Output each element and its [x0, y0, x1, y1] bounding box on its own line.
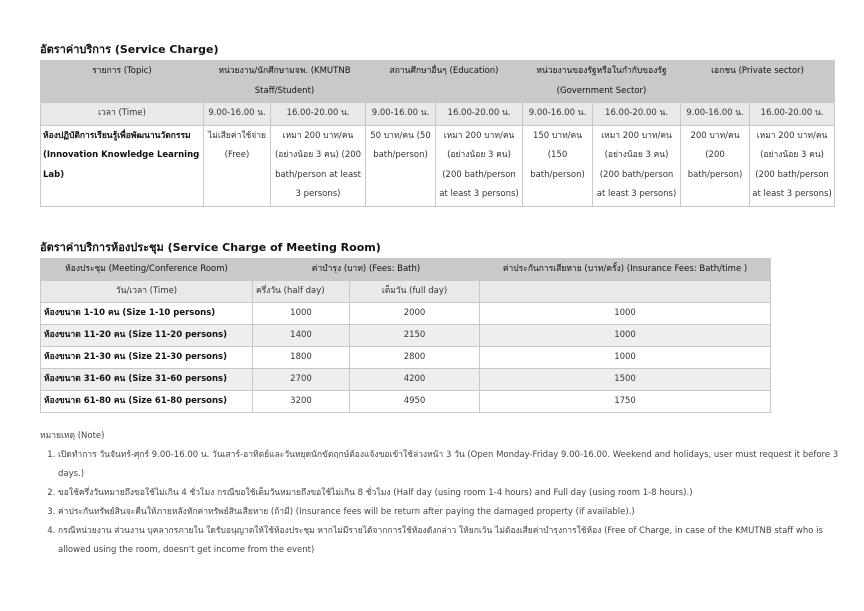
full-day-fee: 2800 [350, 347, 480, 369]
meeting-header-row [41, 259, 771, 281]
time-slot: 16.00-20.00 น. [436, 103, 523, 126]
note-item: 2. ขอใช้ครึ่งวันหมายถึงขอใช้ไม่เกิน 4 ชั่วโมง กรณีขอใช้เต็มวันหมายถึงขอใช้ไม่เกิน 8 ชั่วโมง (Half day (using room 1-4 hours) and Full day (using room 1-8 hours).) [58, 484, 840, 503]
note-item: 4. กรณีหน่วยงาน ส่วนงาน บุคลากรภายใน ใดรับอนุญาตให้ใช้ห้องประชุม หากไม่มีรายได้จากการใช้ห้องดังกล่าว ให้ยกเว้น ไม่ต้องเสียค่าบำรุงการใช้ห้อง (Free of Charge, in case of the KMUTNB staff who is allowed using the room, doesn't get income from the event) [58, 522, 840, 560]
half-day-fee: 2700 [253, 369, 350, 391]
header-kmutnb: หน่วยงาน/นักศึกษามจพ. (KMUTNB Staff/Student) [204, 61, 366, 103]
header-topic: รายการ (Topic) [41, 61, 204, 103]
table-row [41, 303, 771, 325]
time-label: เวลา (Time) [41, 103, 204, 126]
room-size: ห้องขนาด 21-30 คน (Size 21-30 persons) [41, 347, 253, 369]
time-slot: 9.00-16.00 น. [366, 103, 436, 126]
price-cell: 50 บาท/คน (50 bath/person) [366, 125, 436, 206]
full-day-fee: 4950 [350, 391, 480, 413]
price-cell: เหมา 200 บาท/คน (อย่างน้อย 3 คน) (200 bath/person at least 3 persons) [593, 125, 681, 206]
header-private: เอกชน (Private sector) [681, 61, 835, 103]
subheader-empty [480, 281, 771, 303]
header-insurance: ค่าประกันการเสียหาย (บาท/ครั้ง) (Insurance Fees: Bath/time ) [480, 259, 771, 281]
insurance-fee: 1000 [480, 325, 771, 347]
full-day-fee: 2150 [350, 325, 480, 347]
table-row [41, 369, 771, 391]
time-slot: 16.00-20.00 น. [271, 103, 366, 126]
room-size: ห้องขนาด 31-60 คน (Size 31-60 persons) [41, 369, 253, 391]
insurance-fee: 1500 [480, 369, 771, 391]
full-day-fee: 2000 [350, 303, 480, 325]
lab-row [41, 125, 835, 206]
subheader-daytime: วัน/เวลา (Time) [41, 281, 253, 303]
header-room: ห้องประชุม (Meeting/Conference Room) [41, 259, 253, 281]
time-slot: 9.00-16.00 น. [523, 103, 593, 126]
half-day-fee: 1800 [253, 347, 350, 369]
table-header-row [41, 61, 835, 103]
meeting-room-table [40, 258, 771, 413]
half-day-fee: 3200 [253, 391, 350, 413]
service-charge-table [40, 60, 835, 207]
half-day-fee: 1400 [253, 325, 350, 347]
full-day-fee: 4200 [350, 369, 480, 391]
table-row [41, 347, 771, 369]
notes-heading: หมายเหตุ (Note) [40, 431, 105, 441]
header-government: หน่วยงานของรัฐหรือในกำกับของรัฐ (Government Sector) [523, 61, 681, 103]
time-slot: 9.00-16.00 น. [681, 103, 750, 126]
meeting-room-title: อัตราค่าบริการห้องประชุม (Service Charge of Meeting Room) [40, 241, 381, 254]
service-charge-title: อัตราค่าบริการ (Service Charge) [40, 43, 219, 56]
subheader-half-day: ครึ่งวัน (half day) [253, 281, 350, 303]
meeting-subheader-row [41, 281, 771, 303]
header-education: สถานศึกษาอื่นๆ (Education) [366, 61, 523, 103]
insurance-fee: 1000 [480, 347, 771, 369]
header-fees: ค่าบำรุง (บาท) (Fees: Bath) [253, 259, 480, 281]
insurance-fee: 1750 [480, 391, 771, 413]
table-row [41, 325, 771, 347]
note-item: 3. ค่าประกันทรัพย์สินจะคืนให้ภายหลังหักค่าทรัพย์สินเสียหาย (ถ้ามี) (Insurance fees will be return after paying the damaged property (if available).) [58, 503, 840, 522]
price-cell: เหมา 200 บาท/คน (อย่างน้อย 3 คน) (200 bath/person at least 3 persons) [271, 125, 366, 206]
time-slot: 16.00-20.00 น. [593, 103, 681, 126]
price-cell: เหมา 200 บาท/คน (อย่างน้อย 3 คน) (200 bath/person at least 3 persons) [750, 125, 835, 206]
room-size: ห้องขนาด 61-80 คน (Size 61-80 persons) [41, 391, 253, 413]
notes-section [40, 428, 840, 560]
room-size: ห้องขนาด 11-20 คน (Size 11-20 persons) [41, 325, 253, 347]
time-slot: 9.00-16.00 น. [204, 103, 271, 126]
lab-row-label: ห้องปฏิบัติการเรียนรู้เพื่อพัฒนานวัตกรรม (Innovation Knowledge Learning Lab) [41, 125, 204, 206]
price-cell: ไม่เสียค่าใช้จ่าย (Free) [204, 125, 271, 206]
room-size: ห้องขนาด 1-10 คน (Size 1-10 persons) [41, 303, 253, 325]
note-item: 1. เปิดทำการ วันจันทร์-ศุกร์ 9.00-16.00 น. วันเสาร์-อาทิตย์และวันหยุดนักขัตฤกษ์ต้องแจ้งขอเข้าใช้ล่วงหน้า 3 วัน (Open Monday-Friday 9.00-16.00. Weekend and holidays, user must request it before 3 days.) [58, 446, 840, 484]
price-cell: 150 บาท/คน (150 bath/person) [523, 125, 593, 206]
time-slot: 16.00-20.00 น. [750, 103, 835, 126]
subheader-full-day: เต็มวัน (full day) [350, 281, 480, 303]
insurance-fee: 1000 [480, 303, 771, 325]
price-cell: 200 บาท/คน (200 bath/person) [681, 125, 750, 206]
time-row [41, 103, 835, 126]
price-cell: เหมา 200 บาท/คน (อย่างน้อย 3 คน) (200 bath/person at least 3 persons) [436, 125, 523, 206]
notes-list [40, 446, 840, 560]
half-day-fee: 1000 [253, 303, 350, 325]
table-row [41, 391, 771, 413]
